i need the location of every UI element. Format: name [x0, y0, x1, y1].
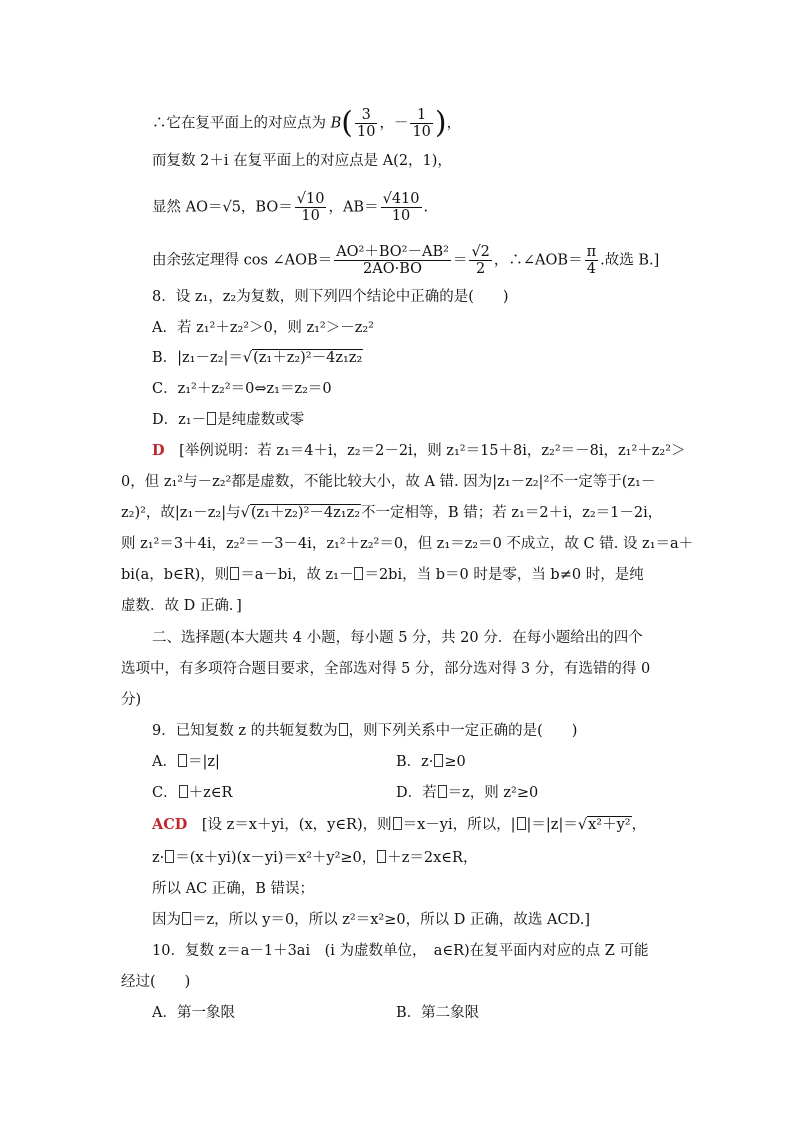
text: 经过( ): [121, 974, 191, 990]
conjugate-symbol: [182, 912, 191, 925]
text: z₂)²，故|z₁－z₂|与: [121, 505, 241, 521]
fraction: [381, 191, 422, 224]
sqrt: √x²＋y²: [577, 817, 631, 833]
option-a: [152, 318, 374, 338]
text: ＝2bi，当 b＝0 时是零，当 b≠0 时，是纯: [364, 567, 644, 583]
numerator: 3: [355, 107, 377, 124]
numerator: 1: [410, 107, 432, 124]
fraction: [469, 244, 491, 277]
solution-line: [152, 441, 686, 461]
numerator: AO²＋BO²－AB²: [336, 244, 449, 260]
solution-line: [121, 503, 662, 523]
text: .故选 B.]: [600, 252, 660, 269]
denominator: 10: [391, 208, 411, 224]
numerator: π: [586, 244, 597, 260]
conjugate-symbol: [517, 817, 526, 830]
option-a: [152, 752, 220, 772]
text: A．若 z₁²＋z₂²＞0，则 z₁²＞－z₂²: [152, 320, 374, 336]
fraction: [585, 244, 599, 277]
text: |＝|z|＝: [526, 817, 578, 833]
sqrt: √(z₁＋z₂)²－4z₁z₂: [240, 505, 361, 521]
point-label: B: [330, 115, 342, 132]
text: C．z₁²＋z₂²＝0⇔z₁＝z₂＝0: [152, 381, 332, 397]
text: ＝x－yi，所以，|: [402, 817, 516, 833]
text: 分): [121, 692, 142, 708]
denominator: 10: [356, 124, 376, 140]
text: 是纯虚数或零: [217, 412, 305, 428]
denominator: 10: [301, 208, 320, 224]
text: ＝z，则 z²≥0: [447, 785, 539, 801]
text: A．第一象限: [152, 1005, 235, 1021]
sqrt: √(z₁＋z₂)²－4z₁z₂: [242, 350, 363, 366]
section-text: [121, 690, 141, 710]
text: C．: [152, 785, 178, 801]
section-heading: [152, 628, 643, 648]
text: 由余弦定理得 cos ∠AOB＝: [152, 252, 333, 269]
denominator: 10: [412, 124, 431, 140]
solution-line: [152, 910, 590, 930]
conjugate-symbol: [438, 785, 447, 798]
solution-line: [121, 534, 693, 554]
solution-line: [152, 815, 646, 835]
solution-line: [152, 848, 477, 868]
text: 而复数 2＋i 在复平面上的对应点是 A(2，1)，: [152, 153, 452, 169]
text: 虚数．故 D 正确．]: [121, 598, 242, 614]
answer-label: ACD: [152, 816, 188, 833]
text: ＝a－bi，故 z₁－: [240, 567, 354, 583]
text: ＝|z|: [187, 754, 220, 770]
text: 则 z₁²＝3＋4i，z₂²＝－3－4i，z₁²＋z₂²＝0，但 z₁＝z₂＝0 不成立，故 C 错. 设 z₁＝a＋: [121, 536, 694, 552]
text: 二、选择题(本大题共 4 小题，每小题 5 分，共 20 分．在每小题给出的四个: [152, 630, 643, 646]
text: ，AB＝: [328, 199, 379, 216]
text: 所以 AC 正确，B 错误；: [152, 881, 315, 897]
option-b: [396, 1003, 479, 1023]
text: ，则下列关系中一定正确的是( ): [348, 723, 578, 739]
text: 不一定相等，B 错；若 z₁＝2＋i，z₂＝1－2i，: [361, 505, 663, 521]
text: B．第二象限: [396, 1005, 480, 1021]
conjugate-symbol: [165, 850, 174, 863]
text: ，∴∠AOB＝: [493, 252, 583, 269]
text: ＝z，所以 y＝0，所以 z²＝x²≥0，所以 D 正确，故选 ACD.]: [192, 912, 590, 928]
text: z·: [152, 850, 165, 866]
conjugate-symbol: [179, 785, 188, 798]
option-a: [152, 1003, 235, 1023]
text: 显然 AO＝√5，BO＝: [152, 199, 293, 216]
text: B．|z₁－z₂|＝: [152, 350, 243, 366]
text: 选项中，有多项符合题目要求，全部选对得 5 分，部分选对得 3 分，有选错的得 0: [121, 661, 651, 677]
solution-line: [121, 565, 644, 585]
question-10: [152, 941, 648, 961]
radicand: x²＋y²: [588, 817, 631, 833]
radicand: (z₁＋z₂)²－4z₁z₂: [253, 350, 363, 366]
text: D．若: [396, 785, 437, 801]
option-b: [152, 348, 363, 368]
text: ，: [446, 115, 462, 132]
solution-line: [152, 879, 314, 899]
paren: ): [434, 105, 447, 141]
solution-line: [121, 472, 655, 492]
text-line: [152, 191, 428, 224]
text: D．z₁－: [152, 412, 207, 428]
text-line: [152, 151, 452, 171]
text: 10．复数 z＝a－1＋3ai (i 为虚数单位， a∈R)在复平面内对应的点 Z 可能: [152, 943, 649, 959]
text: ，: [631, 817, 647, 833]
conjugate-symbol: [178, 754, 187, 767]
denominator: 4: [586, 261, 596, 277]
option-b: [396, 752, 466, 772]
conjugate-symbol: [339, 723, 348, 736]
fraction: [410, 107, 432, 140]
text: ＋z＝2x∈R，: [387, 850, 478, 866]
text: ＝: [452, 252, 468, 269]
option-c: [152, 783, 232, 803]
text: A．: [152, 754, 177, 770]
text: 0，但 z₁²与－z₂²都是虚数，不能比较大小，故 A 错. 因为|z₁－z₂|²不一定等于(z₁－: [121, 474, 656, 490]
text: 9．已知复数 z 的共轭复数为: [152, 723, 338, 739]
conjugate-symbol: [377, 850, 386, 863]
text: [举例说明：若 z₁＝4＋i，z₂＝2－2i，则 z₁²＝15＋8i，z₂²＝－8i，z₁²＋z₂²＞: [164, 443, 686, 459]
fraction: [295, 191, 327, 224]
option-c: [152, 379, 332, 399]
numerator: √2: [471, 244, 490, 260]
conjugate-symbol: [207, 412, 216, 425]
conjugate-symbol: [354, 567, 363, 580]
text-line: [152, 107, 461, 140]
fraction: [355, 107, 377, 140]
text: ，－: [379, 115, 409, 132]
text-line: [152, 244, 659, 277]
radicand: (z₁＋z₂)²－4z₁z₂: [250, 505, 361, 521]
numerator: √10: [296, 191, 325, 207]
text: 8．设 z₁，z₂为复数，则下列四个结论中正确的是( ): [152, 289, 509, 305]
option-d: [396, 783, 538, 803]
question-9: [152, 721, 577, 741]
fraction: [334, 244, 451, 277]
solution-line: [121, 596, 242, 616]
text: [设 z＝x＋yi，(x，y∈R)，则: [187, 817, 392, 833]
text: ≥0: [444, 754, 466, 770]
paren: (: [341, 105, 353, 141]
denominator: 2: [476, 261, 486, 277]
text: ＝(x＋yi)(x－yi)＝x²＋y²≥0，: [175, 850, 377, 866]
text: .: [423, 199, 429, 216]
question-10-cont: [121, 972, 190, 992]
text: 因为: [152, 912, 181, 928]
numerator: √410: [382, 191, 420, 207]
question-8: [152, 287, 509, 307]
option-d: [152, 410, 304, 430]
text: ＋z∈R: [188, 785, 233, 801]
denominator: 2AO·BO: [363, 261, 423, 277]
section-text: [121, 659, 650, 679]
answer-label: D: [152, 442, 165, 459]
text: bi(a，b∈R)，则: [121, 567, 230, 583]
text: B．z·: [396, 754, 434, 770]
conjugate-symbol: [434, 754, 443, 767]
text: ∴它在复平面上的对应点为: [152, 115, 331, 132]
conjugate-symbol: [393, 817, 402, 830]
conjugate-symbol: [230, 567, 239, 580]
